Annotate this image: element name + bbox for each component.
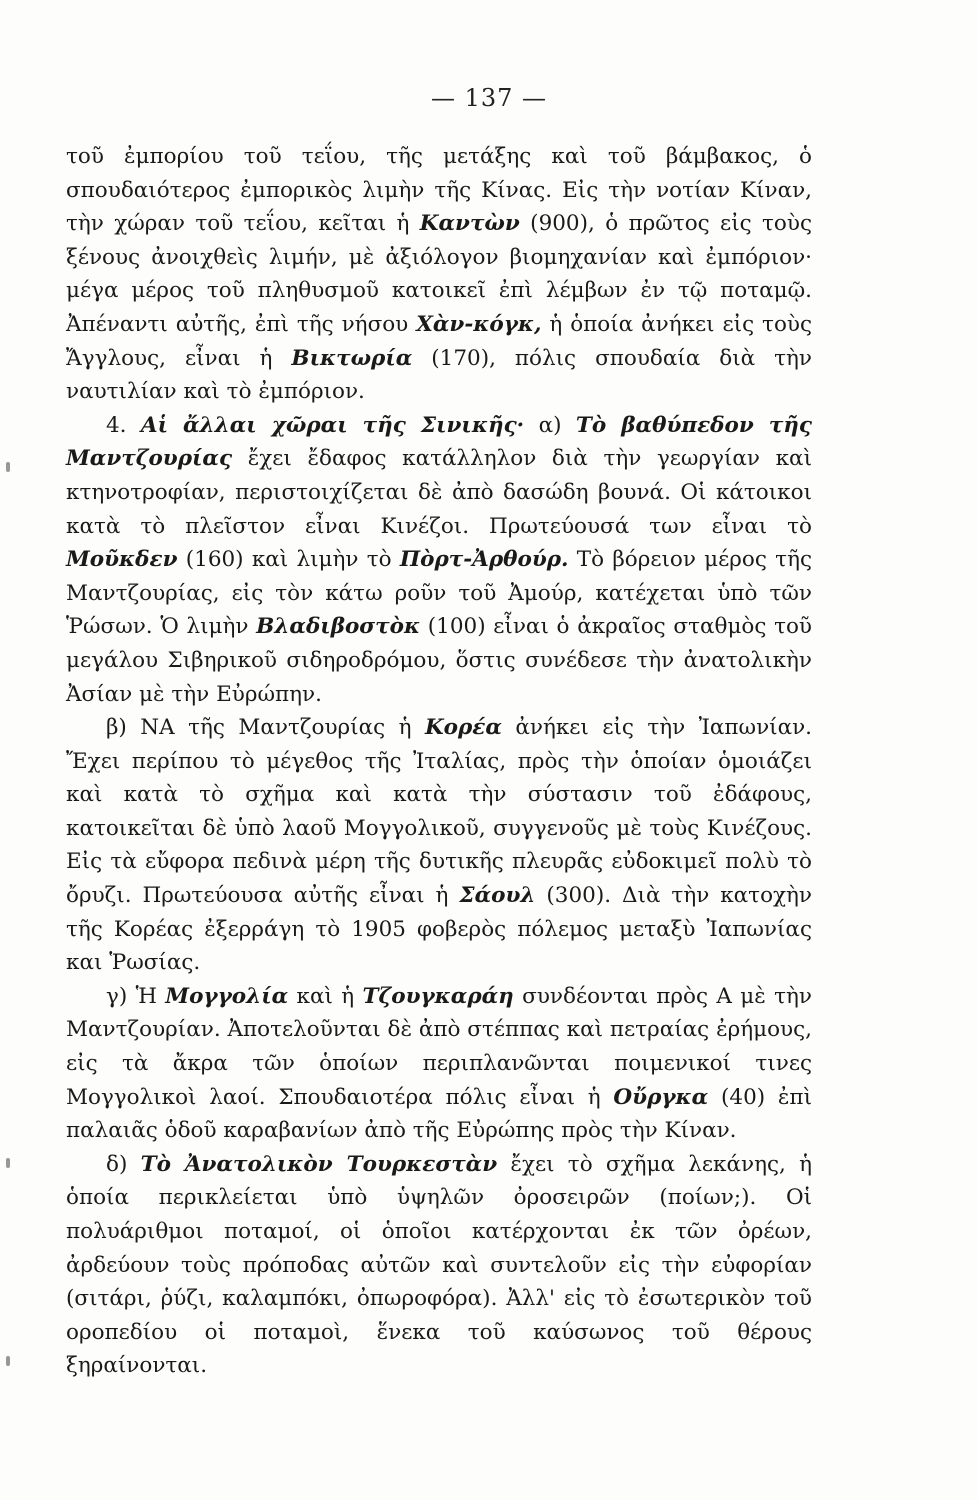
emphasized-term: Τὸ Ἀνατολικὸν Τουρκεστὰν (140, 1151, 498, 1177)
scan-speck (6, 1356, 10, 1366)
emphasized-term: Κορέα (424, 715, 502, 741)
emphasized-term: Καντὼν (419, 211, 520, 237)
text-run: γ) Ἡ (106, 983, 166, 1009)
emphasized-term: Μοῦκδεν (66, 547, 178, 573)
page-number: — 137 — (430, 84, 548, 112)
paragraph (66, 1148, 812, 1383)
text-run: (300). Διὰ τὴν κατοχὴν τῆς Κορέας ἐξερράγη τὸ 1905 φοβερὸς πόλεμος μεταξὺ Ἰαπωνίας και Ῥωσίας. (66, 883, 812, 976)
paragraph (66, 980, 812, 1148)
text-run: (900), ὁ πρῶτος εἰς τοὺς ξένους ἀνοιχθεὶς λιμήν, μὲ ἀξιόλογον βιομηχανίαν καὶ ἐμπόριον· μέγα μέρος τοῦ πληθυσμοῦ κατοικεῖ ἐπὶ λέμβων ἐν τῷ ποταμῷ. Ἀπέναντι αὐτῆς, ἐπὶ τῆς νήσου (66, 211, 812, 337)
text-run: 4. (106, 412, 141, 438)
emphasized-term: Μογγολία (165, 983, 289, 1009)
text-run: (100) εἶναι ὁ ἀκραῖος σταθμὸς τοῦ μεγάλου Σιβηρικοῦ σιδηροδρόμου, ὅστις συνέδεσε τὴν ἀνατολικὴν Ἀσίαν μὲ τὴν Εὐρώπην. (66, 614, 812, 707)
body-text (66, 140, 812, 1383)
text-run: β) ΝΑ τῆς Μαντζουρίας ἡ (106, 715, 425, 741)
text-run: (170), πόλις σπουδαία διὰ τὴν ναυτιλίαν καὶ τὸ ἐμπόριον. (66, 345, 812, 405)
text-run: ἡ ὁποία ἀνήκει εἰς τοὺς Ἄγγλους, εἶναι ἡ (66, 311, 812, 371)
emphasized-term: Πὸρτ-Ἀρθούρ. (399, 547, 569, 573)
emphasized-term: Τζουγκαράη (362, 983, 514, 1009)
emphasized-term: Τὸ βαθύπεδον τῆς Μαντζουρίας (66, 412, 813, 472)
emphasized-term: Χὰν-κόγκ, (416, 311, 542, 337)
scan-speck (6, 1158, 10, 1168)
text-run: ἔχει τὸ σχῆμα λεκάνης, ἡ ὁποία περικλείεται ὑπὸ ὑψηλῶν ὀροσειρῶν (ποίων;). Οἱ πολυάριθμοι ποταμοί, οἱ ὁποῖοι κατέρχονται ἐκ τῶν ὀρέων, ἀρδεύουν τοὺς πρόποδας αὐτῶν καὶ συντελοῦν εἰς τὴν εὐφορίαν (σιτάρι, ῥύζι, καλαμπόκι, ὀπωροφόρα). Ἀλλ' εἰς τὸ ἐσωτερικὸν τοῦ οροπεδίου οἱ ποταμοὶ, ἕνεκα τοῦ καύσωνος τοῦ θέρους ξηραίνονται. (66, 1151, 812, 1379)
text-run: Τὸ βόρειον μέρος τῆς Μαντζουρίας, εἰς τὸν κάτω ροῦν τοῦ Ἀμούρ, κατέχεται ὑπὸ τῶν Ῥώσων. Ὁ λιμὴν (66, 547, 812, 640)
emphasized-term: Βικτωρία (291, 345, 413, 371)
text-run: συνδέονται πρὸς Α μὲ τὴν Μαντζουρίαν. Ἀποτελοῦνται δὲ ἀπὸ στέππας καὶ πετραίας ἐρήμους, εἰς τὰ ἄκρα τῶν ὁποίων περιπλανῶνται ποιμενικοί τινες Μογγολικοὶ λαοί. Σπουδαιοτέρα πόλις εἶναι ἡ (66, 983, 812, 1110)
emphasized-term: Αἱ ἄλλαι χῶραι τῆς Σινικῆς· (140, 412, 525, 438)
text-run: ἀνήκει εἰς τὴν Ἰαπωνίαν. Ἔχει περίπου τὸ μέγεθος τῆς Ἰταλίας, πρὸς τὴν ὁποίαν ὁμοιάζει καὶ κατὰ τὸ σχῆμα καὶ κατὰ τὴν σύστασιν τοῦ ἐδάφους, κατοικεῖται δὲ ὑπὸ λαοῦ Μογγολικοῦ, συγγενοῦς μὲ τοὺς Κινέζους. Εἰς τὰ εὔφορα πεδινὰ μέρη τῆς δυτικῆς πλευρᾶς εὐδοκιμεῖ πολὺ τὸ ὄρυζι. Πρωτεύουσα αὐτῆς εἶναι ἡ (66, 715, 813, 909)
text-run: καὶ ἡ (288, 983, 363, 1009)
paragraph (66, 140, 812, 409)
text-run: τοῦ ἐμπορίου τοῦ τεΐου, τῆς μετάξης καὶ τοῦ βάμβακος, ὁ σπουδαιότερος ἐμπορικὸς λιμὴν τῆς Κίνας. Εἰς τὴν νοτίαν Κίναν, τὴν χώραν τοῦ τεΐου, κεῖται ἡ (66, 144, 812, 237)
text-run: δ) (106, 1151, 141, 1177)
emphasized-term: Σάουλ (459, 883, 536, 909)
paragraph (66, 409, 812, 711)
paragraph (66, 711, 812, 980)
emphasized-term: Βλαδιβοστὸκ (256, 614, 421, 640)
text-run: (160) καὶ λιμὴν τὸ (177, 547, 400, 573)
text-run: α) (524, 412, 576, 438)
scan-speck (6, 462, 10, 472)
text-run: (40) ἐπὶ παλαιᾶς ὁδοῦ καραβανίων ἀπὸ τῆς Εὐρώπης πρὸς τὴν Κίναν. (66, 1084, 812, 1144)
text-run: ἔχει ἔδαφος κατάλληλον διὰ τὴν γεωργίαν καὶ κτηνοτροφίαν, περιστοιχίζεται δὲ ἀπὸ δασώδη βουνά. Οἱ κάτοικοι κατὰ τὸ πλεῖστον εἶναι Κινέζοι. Πρωτεύουσά των εἶναι τὸ (66, 446, 812, 539)
emphasized-term: Οὔργκα (613, 1084, 709, 1110)
